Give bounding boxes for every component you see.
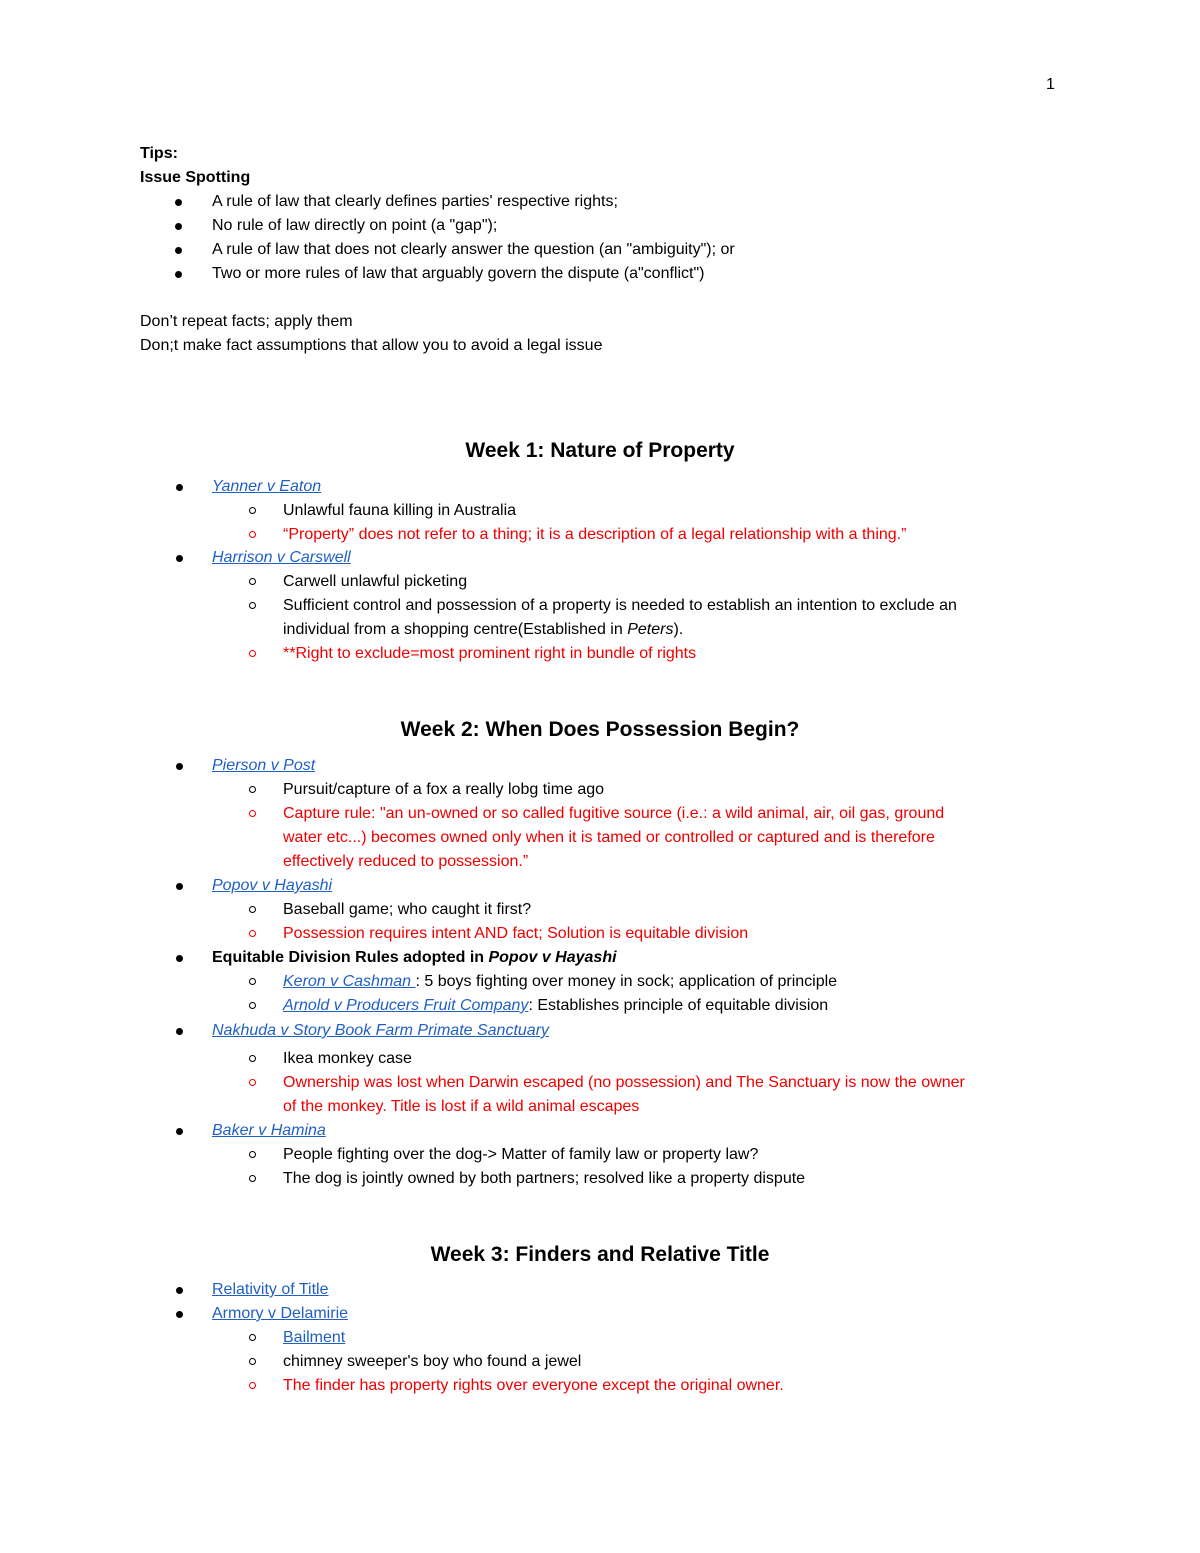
bullet-icon bbox=[175, 247, 182, 254]
bullet-icon bbox=[176, 883, 183, 890]
sub-item-continuation: individual from a shopping centre(Established in Peters). bbox=[283, 621, 684, 638]
sub-item bbox=[283, 1327, 345, 1349]
week1-heading: Week 1: Nature of Property bbox=[465, 439, 735, 462]
list-item bbox=[212, 1120, 326, 1142]
list-item: A rule of law that does not clearly answer the question (an "ambiguity"); or bbox=[212, 239, 735, 261]
case-link-arnold[interactable]: Arnold v Producers Fruit Company bbox=[283, 997, 529, 1014]
list-item bbox=[212, 1303, 348, 1325]
case-link-popov[interactable]: Popov v Hayashi bbox=[212, 877, 333, 894]
list-item bbox=[212, 547, 351, 569]
circle-bullet-icon bbox=[249, 1151, 256, 1158]
bullet-icon bbox=[176, 1311, 183, 1318]
sub-item: Arnold v Producers Fruit Company: Establishes principle of equitable division bbox=[283, 995, 828, 1017]
circle-bullet-icon bbox=[249, 1055, 256, 1062]
circle-bullet-icon bbox=[249, 1175, 256, 1182]
sub-item: Pursuit/capture of a fox a really lobg time ago bbox=[283, 779, 604, 801]
week3-heading: Week 3: Finders and Relative Title bbox=[430, 1243, 770, 1266]
tips-title: Tips: bbox=[140, 145, 178, 162]
tip-note: Don’t repeat facts; apply them bbox=[140, 313, 353, 330]
sub-item: Sufficient control and possession of a property is needed to establish an intention to exclude an bbox=[283, 595, 957, 617]
circle-bullet-icon bbox=[249, 1002, 256, 1009]
case-link-armory[interactable]: Armory v Delamirie bbox=[212, 1305, 349, 1322]
sub-item: The finder has property rights over everyone except the original owner. bbox=[283, 1375, 784, 1397]
circle-bullet-icon bbox=[249, 930, 256, 937]
circle-bullet-icon bbox=[249, 786, 256, 793]
circle-bullet-icon bbox=[249, 507, 256, 514]
sub-item-continuation: of the monkey. Title is lost if a wild animal escapes bbox=[283, 1098, 640, 1115]
list-item bbox=[212, 755, 315, 777]
bullet-icon bbox=[176, 1028, 183, 1035]
list-item bbox=[212, 875, 332, 897]
page-number: 1 bbox=[1046, 76, 1055, 93]
sub-item: **Right to exclude=most prominent right in bundle of rights bbox=[283, 643, 696, 665]
circle-bullet-icon bbox=[249, 531, 256, 538]
relativity-of-title-link[interactable]: Relativity of Title bbox=[212, 1281, 329, 1298]
circle-bullet-icon bbox=[249, 978, 256, 985]
list-item bbox=[212, 1020, 549, 1042]
case-link-nakhuda[interactable]: Nakhuda v Story Book Farm Primate Sanctuary bbox=[212, 1022, 550, 1039]
bullet-icon bbox=[175, 271, 182, 278]
sub-item: Carwell unlawful picketing bbox=[283, 571, 467, 593]
list-item bbox=[212, 476, 321, 498]
case-link-yanner[interactable]: Yanner v Eaton bbox=[212, 478, 322, 495]
circle-bullet-icon bbox=[249, 1382, 256, 1389]
bullet-icon bbox=[175, 199, 182, 206]
week2-heading: Week 2: When Does Possession Begin? bbox=[400, 718, 800, 741]
circle-bullet-icon bbox=[249, 906, 256, 913]
sub-item: “Property” does not refer to a thing; it is a description of a legal relationship with a thing.” bbox=[283, 524, 906, 546]
sub-item: Ownership was lost when Darwin escaped (no possession) and The Sanctuary is now the owner bbox=[283, 1072, 965, 1094]
list-item: A rule of law that clearly defines parties' respective rights; bbox=[212, 191, 618, 213]
case-link-pierson[interactable]: Pierson v Post bbox=[212, 757, 316, 774]
sub-item-continuation: effectively reduced to possession.” bbox=[283, 853, 529, 870]
bullet-icon bbox=[176, 955, 183, 962]
bullet-icon bbox=[176, 484, 183, 491]
sub-item: chimney sweeper's boy who found a jewel bbox=[283, 1351, 581, 1373]
sub-item: Unlawful fauna killing in Australia bbox=[283, 500, 516, 522]
list-item bbox=[212, 1279, 328, 1301]
issue-spotting-heading: Issue Spotting bbox=[140, 169, 251, 186]
circle-bullet-icon bbox=[249, 1334, 256, 1341]
bullet-icon bbox=[176, 555, 183, 562]
bullet-icon bbox=[176, 1128, 183, 1135]
list-item: Equitable Division Rules adopted in Popov v Hayashi bbox=[212, 947, 617, 969]
circle-bullet-icon bbox=[249, 810, 256, 817]
case-link-baker[interactable]: Baker v Hamina bbox=[212, 1122, 326, 1139]
sub-item-continuation: water etc...) becomes owned only when it is tamed or controlled or captured and is therefore bbox=[283, 829, 935, 846]
case-link-keron[interactable]: Keron v Cashman bbox=[283, 973, 416, 990]
sub-item: Capture rule: "an un-owned or so called fugitive source (i.e.: a wild animal, air, oil gas, ground bbox=[283, 803, 944, 825]
circle-bullet-icon bbox=[249, 578, 256, 585]
circle-bullet-icon bbox=[249, 1358, 256, 1365]
circle-bullet-icon bbox=[249, 650, 256, 657]
bullet-icon bbox=[176, 1287, 183, 1294]
list-item: No rule of law directly on point (a "gap"); bbox=[212, 215, 497, 237]
case-link-harrison[interactable]: Harrison v Carswell bbox=[212, 549, 351, 566]
sub-item: People fighting over the dog-> Matter of family law or property law? bbox=[283, 1144, 758, 1166]
circle-bullet-icon bbox=[249, 602, 256, 609]
circle-bullet-icon bbox=[249, 1079, 256, 1086]
sub-item: Possession requires intent AND fact; Solution is equitable division bbox=[283, 923, 748, 945]
sub-item: Ikea monkey case bbox=[283, 1048, 412, 1070]
sub-item: Baseball game; who caught it first? bbox=[283, 899, 531, 921]
list-item: Two or more rules of law that arguably govern the dispute (a"conflict") bbox=[212, 263, 704, 285]
bailment-link[interactable]: Bailment bbox=[283, 1329, 346, 1346]
sub-item: The dog is jointly owned by both partners; resolved like a property dispute bbox=[283, 1168, 805, 1190]
bullet-icon bbox=[176, 763, 183, 770]
bullet-icon bbox=[175, 223, 182, 230]
tip-note: Don;t make fact assumptions that allow you to avoid a legal issue bbox=[140, 337, 603, 354]
sub-item: Keron v Cashman : 5 boys fighting over money in sock; application of principle bbox=[283, 971, 837, 993]
